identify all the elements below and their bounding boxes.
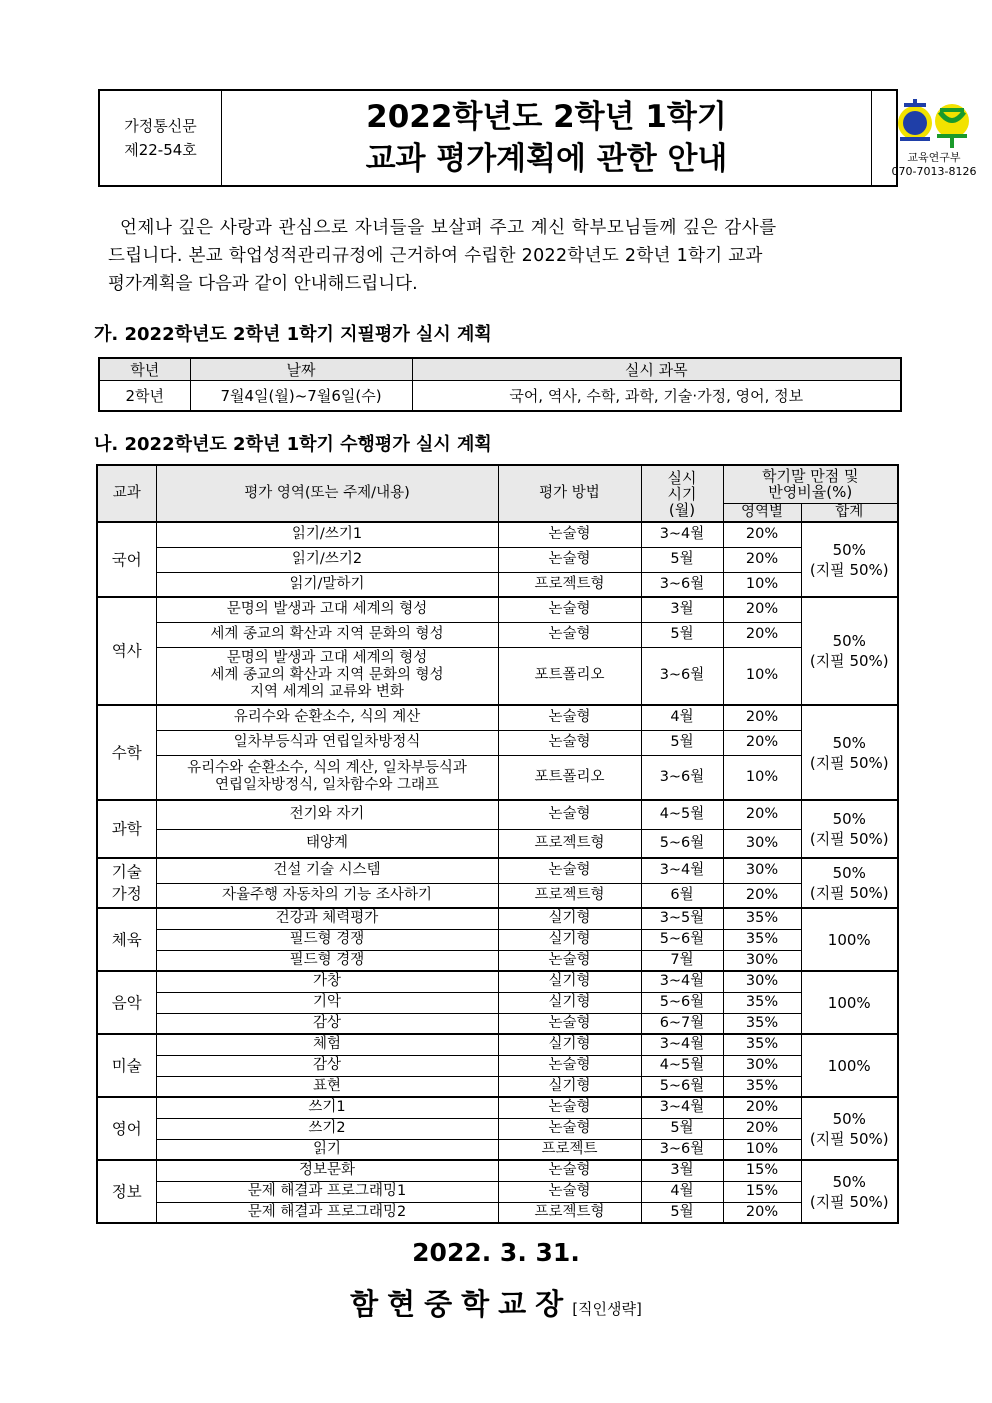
cell-area: 건강과 체력평가 <box>156 908 498 929</box>
cell-subject: 수학 <box>97 705 156 800</box>
cell-subject: 기술 가정 <box>97 858 156 908</box>
cell-total: 100% <box>801 971 898 1034</box>
cell-time: 4월 <box>641 1181 723 1202</box>
subject-group <box>97 1160 898 1223</box>
cell-area: 감상 <box>156 1055 498 1076</box>
table-row <box>97 1076 898 1097</box>
cell-method: 논술형 <box>498 800 641 829</box>
cell-area: 건설 기술 시스템 <box>156 858 498 883</box>
table-row <box>97 730 898 755</box>
title-box <box>222 91 872 185</box>
cell-percent: 20% <box>723 705 801 730</box>
cell-subject: 영어 <box>97 1097 156 1160</box>
cell-area: 자율주행 자동차의 기능 조사하기 <box>156 883 498 908</box>
intro-line-1: 언제나 깊은 사랑과 관심으로 자녀들을 보살펴 주고 계신 학부모님들께 깊은 감사를 <box>120 218 777 238</box>
seal-omitted-note: [직인생략] <box>572 1300 642 1318</box>
table-row <box>97 971 898 992</box>
cell-percent: 20% <box>723 597 801 622</box>
cell-time: 3월 <box>641 1160 723 1181</box>
cell-total: 50% (지필 50%) <box>801 705 898 800</box>
cell-percent: 30% <box>723 829 801 858</box>
subject-group <box>97 908 898 971</box>
cell-area: 표현 <box>156 1076 498 1097</box>
cell-area: 감상 <box>156 1013 498 1034</box>
cell-subject: 미술 <box>97 1034 156 1097</box>
cell-time: 3~4월 <box>641 971 723 992</box>
cell-time: 5~6월 <box>641 992 723 1013</box>
cell-percent: 35% <box>723 908 801 929</box>
cell-subject: 정보 <box>97 1160 156 1223</box>
issue-date: 2022. 3. 31. <box>412 1238 580 1267</box>
cell-method: 프로젝트형 <box>498 1202 641 1223</box>
intro-paragraph <box>108 214 888 298</box>
table-row <box>97 547 898 572</box>
cell-percent: 20% <box>723 883 801 908</box>
cell-time: 3~6월 <box>641 755 723 800</box>
cell-percent: 30% <box>723 1055 801 1076</box>
cell-method: 실기형 <box>498 1034 641 1055</box>
intro-line-2: 드립니다. 본교 학업성적관리규정에 근거하여 수립한 2022학년도 2학년 1학기 교과 <box>108 246 763 266</box>
cell-time: 5월 <box>641 547 723 572</box>
cell-area: 쓰기2 <box>156 1118 498 1139</box>
header-area: 평가 영역(또는 주제/내용) <box>156 465 498 522</box>
newsletter-type: 가정통신문 <box>124 117 197 135</box>
cell-time: 3~4월 <box>641 1097 723 1118</box>
cell-percent: 20% <box>723 800 801 829</box>
school-principal: 함현중학교장 <box>350 1287 573 1321</box>
cell-method: 논술형 <box>498 1181 641 1202</box>
cell-area: 필드형 경쟁 <box>156 950 498 971</box>
cell-area: 읽기/말하기 <box>156 572 498 597</box>
cell-percent: 20% <box>723 622 801 647</box>
cell-time: 3~4월 <box>641 522 723 547</box>
cell-time: 3~6월 <box>641 647 723 705</box>
cell-percent: 15% <box>723 1181 801 1202</box>
cell-area: 유리수와 순환소수, 식의 계산 <box>156 705 498 730</box>
cell-method: 포트폴리오 <box>498 647 641 705</box>
signature-line <box>0 1282 992 1323</box>
table-row <box>97 522 898 547</box>
cell-method: 논술형 <box>498 730 641 755</box>
table-row <box>97 1139 898 1160</box>
cell-percent: 35% <box>723 1076 801 1097</box>
table-row <box>97 647 898 705</box>
newsletter-number: 제22-54호 <box>124 141 197 159</box>
cell-percent: 20% <box>723 730 801 755</box>
cell-area: 정보문화 <box>156 1160 498 1181</box>
cell-total: 100% <box>801 908 898 971</box>
cell-method: 실기형 <box>498 971 641 992</box>
department-label: 교육연구부 <box>907 151 961 164</box>
cell-percent: 35% <box>723 992 801 1013</box>
table-row <box>97 1034 898 1055</box>
cell-percent: 30% <box>723 971 801 992</box>
table-row <box>97 1097 898 1118</box>
subject-group <box>97 705 898 800</box>
phone-number: 070-7013-8126 <box>891 165 977 178</box>
cell-method: 논술형 <box>498 1055 641 1076</box>
school-logo-box <box>872 91 992 185</box>
cell-total: 50% (지필 50%) <box>801 522 898 597</box>
cell-time: 3월 <box>641 597 723 622</box>
cell-method: 실기형 <box>498 908 641 929</box>
cell-time: 7월 <box>641 950 723 971</box>
cell-time: 5~6월 <box>641 929 723 950</box>
header-grade: 학년 <box>99 358 190 381</box>
table-row <box>97 1055 898 1076</box>
cell-time: 5~6월 <box>641 1076 723 1097</box>
table-row <box>97 829 898 858</box>
subject-group <box>97 1034 898 1097</box>
newsletter-number-box <box>100 91 222 185</box>
cell-subject: 국어 <box>97 522 156 597</box>
performance-assessment-table <box>96 464 899 1224</box>
cell-area: 태양계 <box>156 829 498 858</box>
cell-time: 3~5월 <box>641 908 723 929</box>
table-row <box>97 1013 898 1034</box>
cell-percent: 10% <box>723 1139 801 1160</box>
header-subject: 교과 <box>97 465 156 522</box>
table-row <box>97 1160 898 1181</box>
cell-grade: 2학년 <box>99 381 190 412</box>
header-ratio: 학기말 만점 및 반영비율(%) <box>723 465 898 503</box>
cell-method: 논술형 <box>498 705 641 730</box>
cell-percent: 10% <box>723 647 801 705</box>
cell-time: 5월 <box>641 1118 723 1139</box>
cell-area: 필드형 경쟁 <box>156 929 498 950</box>
cell-area: 쓰기1 <box>156 1097 498 1118</box>
cell-total: 50% (지필 50%) <box>801 1160 898 1223</box>
header-method: 평가 방법 <box>498 465 641 522</box>
cell-area: 전기와 자기 <box>156 800 498 829</box>
cell-area: 문제 해결과 프로그래밍2 <box>156 1202 498 1223</box>
cell-subject: 과학 <box>97 800 156 858</box>
cell-method: 논술형 <box>498 1118 641 1139</box>
intro-line-3: 평가계획을 다음과 같이 안내해드립니다. <box>108 274 418 294</box>
cell-percent: 10% <box>723 572 801 597</box>
cell-percent: 20% <box>723 522 801 547</box>
header-ratio-area: 영역별 <box>723 503 801 522</box>
cell-method: 논술형 <box>498 622 641 647</box>
cell-method: 프로젝트형 <box>498 829 641 858</box>
cell-method: 논술형 <box>498 950 641 971</box>
cell-area: 문명의 발생과 고대 세계의 형성 <box>156 597 498 622</box>
cell-area: 일차부등식과 연립일차방정식 <box>156 730 498 755</box>
cell-subject: 역사 <box>97 597 156 705</box>
table-row <box>97 572 898 597</box>
cell-method: 실기형 <box>498 992 641 1013</box>
cell-method: 논술형 <box>498 522 641 547</box>
cell-date: 7월4일(월)~7월6일(수) <box>190 381 412 412</box>
cell-percent: 10% <box>723 755 801 800</box>
subject-group <box>97 522 898 597</box>
cell-total: 50% (지필 50%) <box>801 858 898 908</box>
cell-method: 프로젝트 <box>498 1139 641 1160</box>
table-row <box>97 800 898 829</box>
table-row <box>97 1118 898 1139</box>
cell-area: 가창 <box>156 971 498 992</box>
table-row <box>97 1202 898 1223</box>
cell-percent: 30% <box>723 858 801 883</box>
cell-percent: 20% <box>723 1202 801 1223</box>
cell-subject: 음악 <box>97 971 156 1034</box>
subject-group <box>97 971 898 1034</box>
cell-area: 문제 해결과 프로그래밍1 <box>156 1181 498 1202</box>
subject-group <box>97 597 898 705</box>
table-row <box>97 755 898 800</box>
subject-group <box>97 858 898 908</box>
cell-percent: 20% <box>723 1118 801 1139</box>
table-row <box>97 858 898 883</box>
table-row <box>97 950 898 971</box>
cell-method: 실기형 <box>498 1076 641 1097</box>
cell-time: 4~5월 <box>641 1055 723 1076</box>
cell-subject: 체육 <box>97 908 156 971</box>
header-ratio-total: 합계 <box>801 503 898 522</box>
header-date: 날짜 <box>190 358 412 381</box>
cell-percent: 35% <box>723 1013 801 1034</box>
cell-time: 4~5월 <box>641 800 723 829</box>
cell-area: 유리수와 순환소수, 식의 계산, 일차부등식과 연립일차방정식, 일차함수와 그래프 <box>156 755 498 800</box>
cell-method: 프로젝트형 <box>498 883 641 908</box>
cell-method: 포트폴리오 <box>498 755 641 800</box>
cell-percent: 15% <box>723 1160 801 1181</box>
cell-area: 읽기/쓰기1 <box>156 522 498 547</box>
cell-method: 실기형 <box>498 929 641 950</box>
table-row <box>97 597 898 622</box>
cell-area: 세계 종교의 확산과 지역 문화의 형성 <box>156 622 498 647</box>
cell-percent: 20% <box>723 1097 801 1118</box>
cell-method: 논술형 <box>498 597 641 622</box>
cell-time: 5~6월 <box>641 829 723 858</box>
written-exam-table <box>98 357 902 412</box>
section-2-title: 나. 2022학년도 2학년 1학기 수행평가 실시 계획 <box>94 434 492 455</box>
newsletter-header <box>98 89 977 187</box>
cell-area: 읽기 <box>156 1139 498 1160</box>
cell-percent: 30% <box>723 950 801 971</box>
table-row <box>97 1181 898 1202</box>
cell-percent: 35% <box>723 929 801 950</box>
cell-time: 3~6월 <box>641 1139 723 1160</box>
cell-percent: 20% <box>723 547 801 572</box>
cell-time: 6월 <box>641 883 723 908</box>
cell-time: 3~6월 <box>641 572 723 597</box>
cell-area: 체험 <box>156 1034 498 1055</box>
table-row <box>97 929 898 950</box>
cell-time: 4월 <box>641 705 723 730</box>
title-line-1: 2022학년도 2학년 1학기 <box>366 99 727 135</box>
subject-group <box>97 1097 898 1160</box>
table-row <box>97 908 898 929</box>
cell-area: 문명의 발생과 고대 세계의 형성 세계 종교의 확산과 지역 문화의 형성 지역 세계의 교류와 변화 <box>156 647 498 705</box>
cell-time: 5월 <box>641 730 723 755</box>
cell-method: 논술형 <box>498 547 641 572</box>
cell-time: 6~7월 <box>641 1013 723 1034</box>
cell-method: 프로젝트형 <box>498 572 641 597</box>
cell-percent: 35% <box>723 1034 801 1055</box>
cell-area: 읽기/쓰기2 <box>156 547 498 572</box>
cell-time: 5월 <box>641 622 723 647</box>
table-row <box>97 883 898 908</box>
school-logo-icon <box>896 99 972 149</box>
cell-total: 50% (지필 50%) <box>801 800 898 858</box>
title-line-2: 교과 평가계획에 관한 안내 <box>365 141 728 177</box>
section-1-title: 가. 2022학년도 2학년 1학기 지필평가 실시 계획 <box>94 324 492 345</box>
table-row <box>97 705 898 730</box>
cell-time: 3~4월 <box>641 1034 723 1055</box>
cell-area: 기악 <box>156 992 498 1013</box>
table-row <box>97 992 898 1013</box>
cell-method: 논술형 <box>498 858 641 883</box>
cell-total: 50% (지필 50%) <box>801 1097 898 1160</box>
cell-time: 5월 <box>641 1202 723 1223</box>
subject-group <box>97 800 898 858</box>
header-subjects: 실시 과목 <box>412 358 901 381</box>
cell-subjects: 국어, 역사, 수학, 과학, 기술·가정, 영어, 정보 <box>412 381 901 412</box>
table-row <box>97 622 898 647</box>
cell-method: 논술형 <box>498 1097 641 1118</box>
cell-total: 50% (지필 50%) <box>801 597 898 705</box>
cell-method: 논술형 <box>498 1013 641 1034</box>
cell-time: 3~4월 <box>641 858 723 883</box>
cell-method: 논술형 <box>498 1160 641 1181</box>
header-timing: 실시 시기 (월) <box>641 465 723 522</box>
cell-total: 100% <box>801 1034 898 1097</box>
